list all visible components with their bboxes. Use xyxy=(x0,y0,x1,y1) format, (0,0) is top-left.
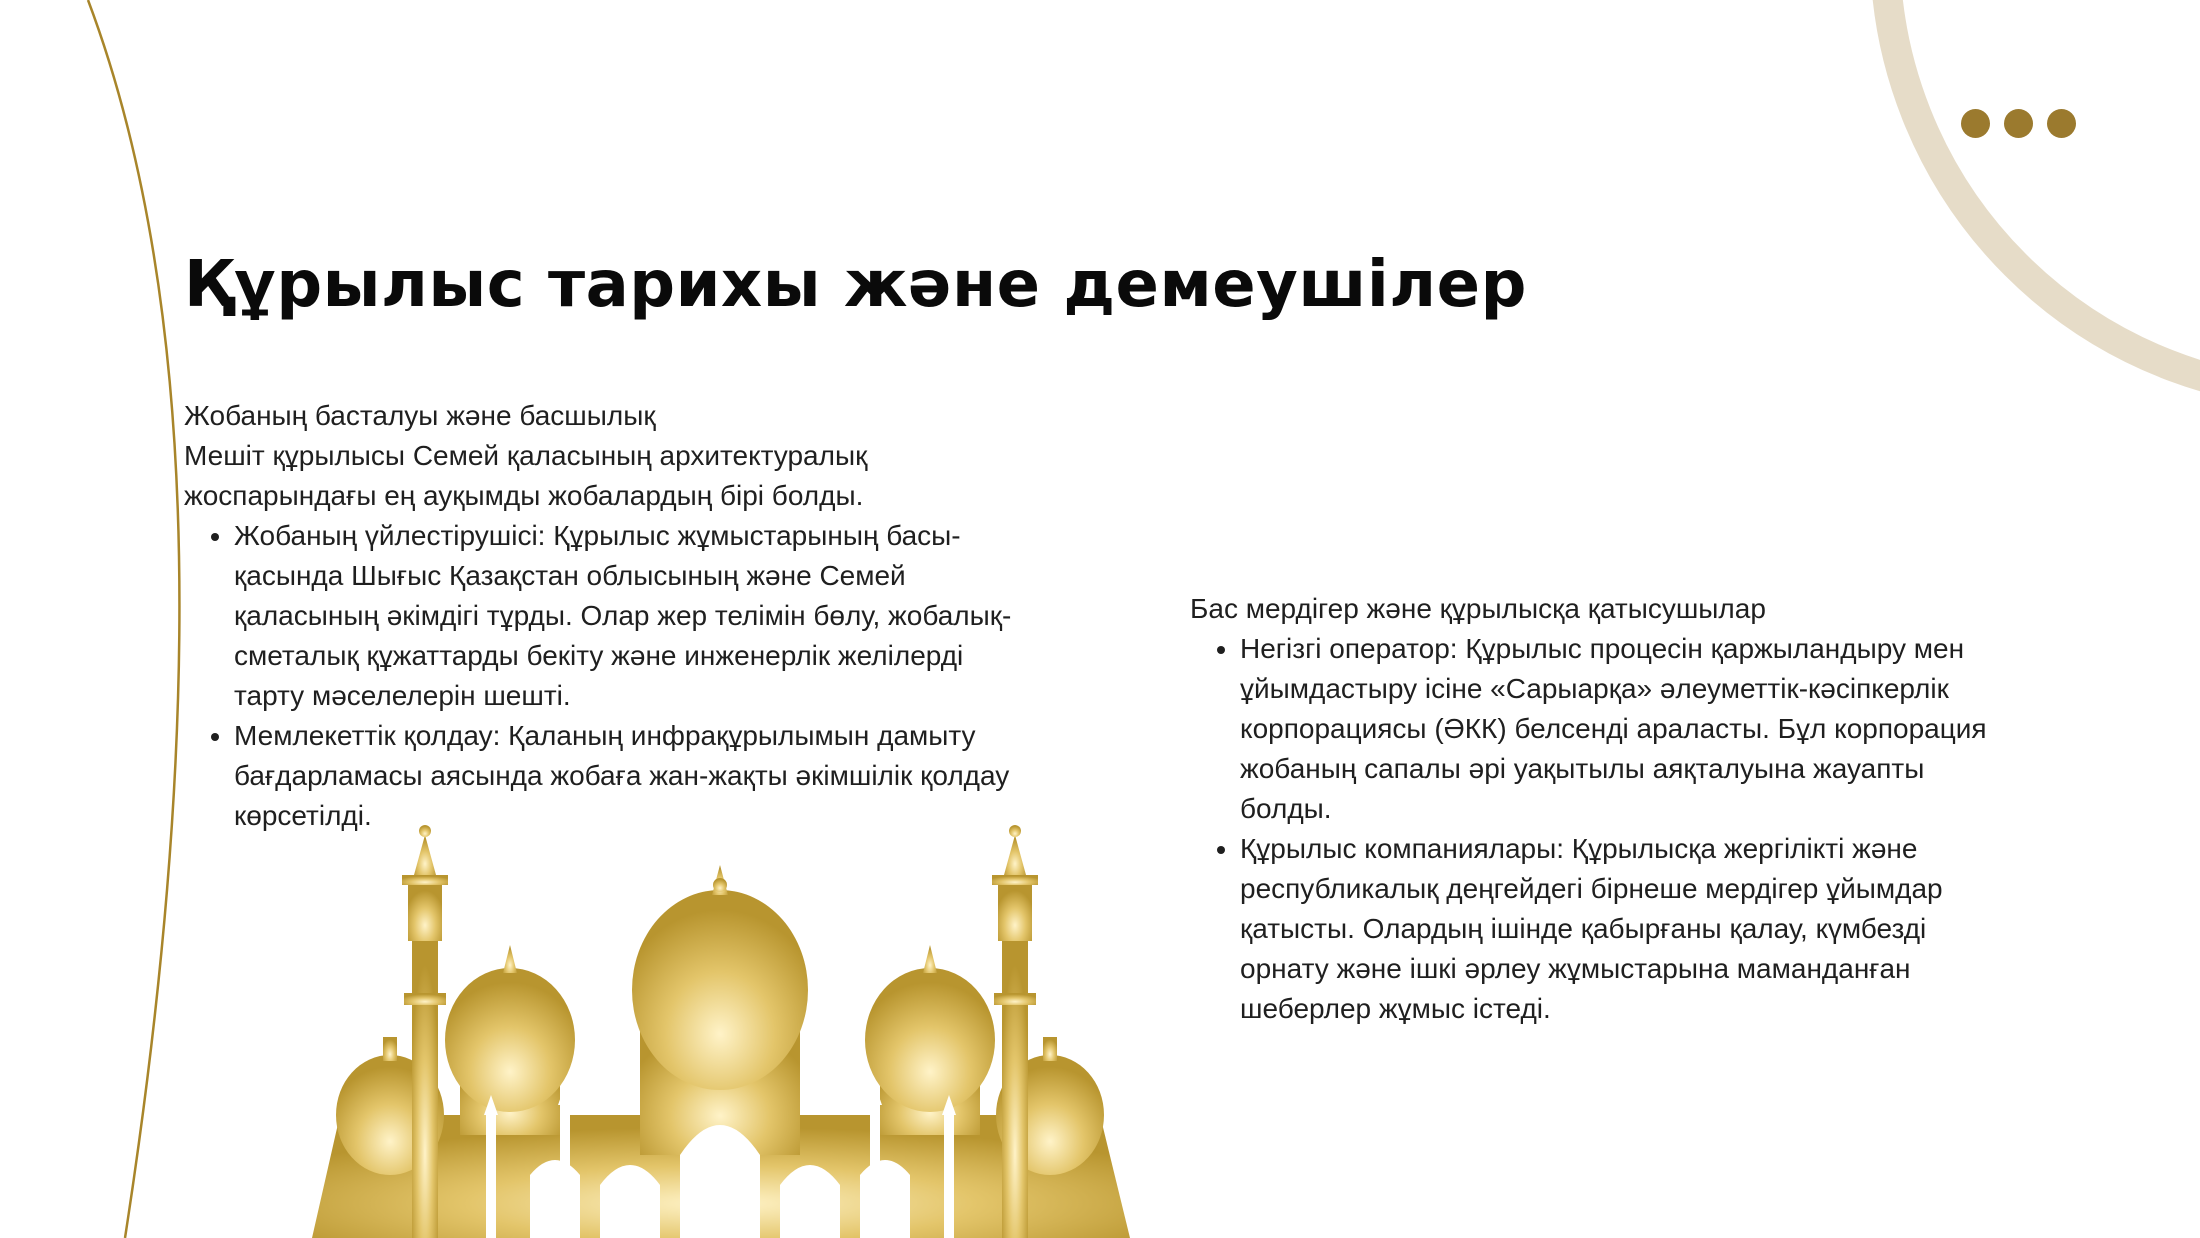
section-heading: Бас мердігер және құрылысқа қатысушылар xyxy=(1190,593,1766,624)
mosque-silhouette xyxy=(300,815,1140,1238)
beige-arc xyxy=(1885,0,2200,395)
bullet-list xyxy=(1190,629,2020,1029)
section-intro: Мешіт құрылысы Семей қаласының архитектуралық жоспарындағы ең ауқымды жобалардың бірі болды. xyxy=(184,440,868,511)
dot xyxy=(2004,109,2033,138)
left-gold-curve xyxy=(88,0,179,1238)
section-heading: Жобаның басталуы және басшылық xyxy=(184,400,656,431)
dot xyxy=(2047,109,2076,138)
list-item: • Құрылыс компаниялары: Құрылысқа жергілікті және республикалық деңгейдегі бірнеше мердігер ұйымдар қатысты. Олардың ішінде қабырғаны қалау, күмбезді орнату және ішкі әрлеу жұмыстарына маманданған шеберлер жұмыс істеді. xyxy=(1240,829,2020,1029)
dot xyxy=(1961,109,1990,138)
list-item: • Мемлекеттік қолдау: Қаланың инфрақұрылымын дамыту бағдарламасы аясында жобаға жан-жақты әкімшілік қолдау көрсетілді. xyxy=(234,716,1024,836)
list-item: • Негізгі оператор: Құрылыс процесін қаржыландыру мен ұйымдастыру ісіне «Сарыарқа» әлеуметтік-кәсіпкерлік корпорациясы (ӘКК) белсенді араласты. Бұл корпорация жобаның сапалы әрі уақытылы аяқталуына жауапты болды. xyxy=(1240,629,2020,829)
left-text-block xyxy=(184,396,1024,836)
ellipsis-dots-icon xyxy=(1961,109,2076,138)
bullet-list xyxy=(184,516,1024,836)
right-text-block xyxy=(1190,589,2020,1029)
page-title: Құрылыс тарихы және демеушілер xyxy=(184,248,1527,322)
list-item: • Жобаның үйлестірушісі: Құрылыс жұмыстарының басы-қасында Шығыс Қазақстан облысының және Семей қаласының әкімдігі тұрды. Олар жер телімін бөлу, жобалық-сметалық құжаттарды бекіту және инженерлік желілерді тарту мәселелерін шешті. xyxy=(234,516,1024,716)
